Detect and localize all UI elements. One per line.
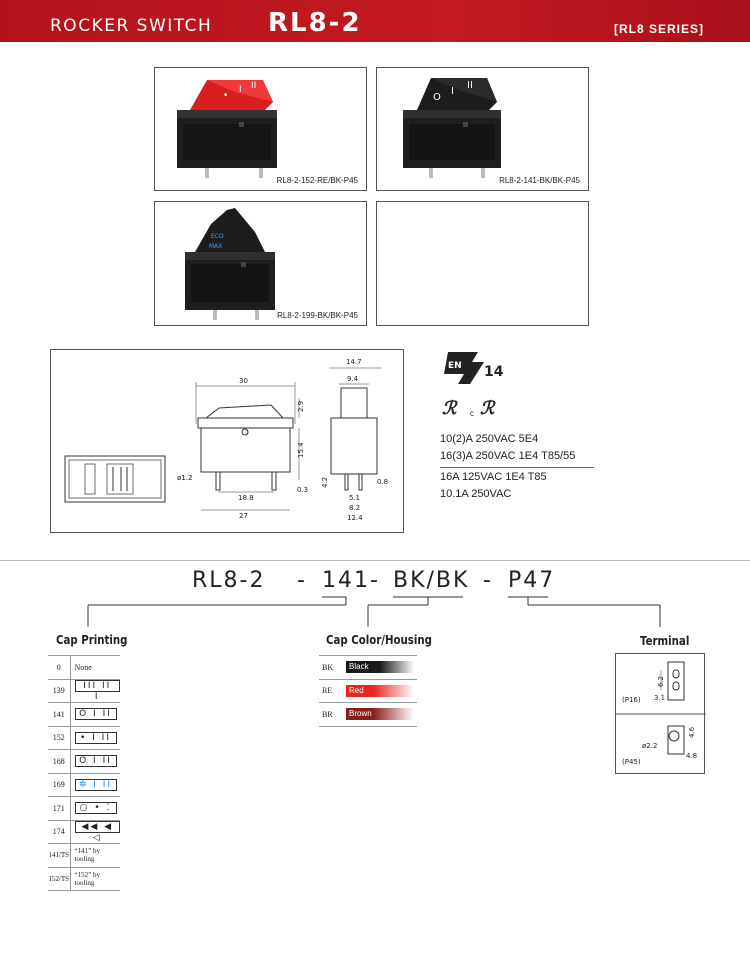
dim-side-thickness: 0.8 (377, 478, 389, 486)
color-swatch: Black (346, 661, 414, 673)
table-row: BR Brown (319, 703, 417, 727)
svg-text:•: • (223, 91, 229, 101)
dim-side-a: 5.1 (349, 494, 361, 502)
svg-text:EN: EN (448, 361, 462, 371)
svg-text:II: II (251, 81, 257, 91)
table-row: 0 None (48, 656, 120, 680)
terminal-label: (P45) (622, 758, 641, 766)
dim-body-height: 15.4 (297, 442, 305, 458)
page-header (0, 0, 750, 42)
photo-caption: RL8-2-152-RE/BK-P45 (276, 176, 358, 185)
terminal-dim: 3.1 (654, 694, 666, 702)
dim-width: 30 (239, 377, 248, 385)
rating-line: 16A 125VAC 1E4 T85 (440, 471, 547, 483)
rating-line: 10(2)A 250VAC 5E4 (440, 433, 539, 445)
dim-overall: 27 (239, 512, 248, 520)
rating-line: 10.1A 250VAC (440, 488, 512, 500)
model-number: RL8-2 (268, 8, 362, 38)
svg-text:ECO: ECO (211, 233, 224, 240)
photo-caption: RL8-2-199-BK/BK-P45 (277, 311, 358, 320)
terminal-dim: ø2.2 (642, 742, 658, 750)
enec-number: 14 (484, 364, 504, 380)
code-sep: - (370, 568, 380, 593)
svg-text:ℛ: ℛ (480, 398, 495, 419)
svg-text:I: I (451, 86, 454, 97)
svg-text:I: I (239, 85, 242, 95)
product-photo-black (376, 67, 589, 191)
svg-text:MAX: MAX (209, 243, 223, 250)
code-color: BK/BK (393, 568, 470, 593)
table-row: 171 ○ • ⁚ (48, 797, 120, 821)
svg-text:II: II (467, 80, 473, 91)
product-photo-empty (376, 201, 589, 326)
product-type: ROCKER SWITCH (50, 16, 213, 36)
svg-text:O: O (433, 92, 441, 103)
dim-hole: ø1.2 (177, 474, 193, 482)
max-switch-illustration (155, 202, 368, 327)
dim-pin-thickness: 0.3 (297, 486, 309, 494)
ordering-code (0, 568, 750, 598)
dim-side-cap: 9.4 (347, 375, 359, 383)
color-swatch: Brown (346, 708, 414, 720)
dim-cap-height: 2.9 (297, 400, 305, 412)
dim-side-c: 12.4 (347, 514, 363, 522)
cap-symbol: • I II (75, 732, 117, 744)
dim-side-b: 8.2 (349, 504, 361, 512)
terminal-title: Terminal (640, 634, 690, 648)
terminal-label: (P16) (622, 696, 641, 704)
code-terminal: P47 (508, 568, 556, 593)
certification-marks (440, 350, 600, 425)
svg-text:ℛ: ℛ (442, 398, 457, 419)
cap-symbol: ○ • ⁚ (75, 802, 117, 814)
red-switch-illustration (155, 68, 368, 192)
code-cap: 141 (322, 568, 370, 593)
table-row: 169 ✲ I II (48, 773, 120, 797)
table-row: 174 ◀◀ ◀ ◁ (48, 820, 120, 844)
dim-side-pin: 4.2 (321, 476, 329, 488)
cap-color-title: Cap Color/Housing (326, 633, 432, 647)
table-row: 141/TS “141” by tooling (48, 844, 120, 868)
dimension-drawing-svg (51, 350, 405, 534)
code-sep: - (297, 568, 307, 593)
dim-pin-pitch: 18.8 (238, 494, 254, 502)
series-label: [RL8 SERIES] (613, 22, 704, 36)
table-row: RE Red (319, 679, 417, 703)
code-connectors (0, 595, 750, 635)
photo-caption: RL8-2-141-BK/BK-P45 (499, 176, 580, 185)
ul-icon (442, 398, 496, 419)
rating-divider (440, 467, 594, 468)
table-row: 168 O I II (48, 750, 120, 774)
ul-c-mark: c (470, 409, 474, 418)
dim-side-top: 14.7 (346, 358, 362, 366)
cap-printing-table (48, 655, 120, 891)
table-row: BK Black (319, 656, 417, 680)
table-row: 141 O I II (48, 703, 120, 727)
table-row: 152/TS “152” by tooling (48, 867, 120, 891)
terminal-dim: 4.8 (686, 752, 698, 760)
black-switch-illustration (377, 68, 590, 192)
table-row: 152 • I II (48, 726, 120, 750)
cap-color-table (319, 655, 417, 727)
code-sep: - (483, 568, 493, 593)
terminal-diagram (615, 653, 705, 774)
color-swatch: Red (346, 685, 414, 697)
code-model: RL8-2 (192, 568, 266, 593)
section-divider (0, 560, 750, 561)
terminal-dim: 6.2 (657, 675, 665, 687)
cap-symbol: O I II (75, 755, 117, 767)
cap-symbol: O I II (75, 708, 117, 720)
cap-symbol: ✲ I II (75, 779, 117, 791)
product-photo-max (154, 201, 367, 326)
product-photo-red (154, 67, 367, 191)
terminal-svg (616, 654, 706, 775)
cap-printing-title: Cap Printing (56, 633, 128, 647)
terminal-dim: 4.6 (688, 726, 696, 738)
cap-symbol: ◀◀ ◀ ◁ (75, 821, 121, 833)
cap-symbol: III II I (75, 680, 121, 692)
cert-logos (440, 350, 600, 420)
dimension-drawing (50, 349, 404, 533)
table-row: 139 III II I (48, 679, 120, 703)
rating-line: 16(3)A 250VAC 1E4 T85/55 (440, 450, 576, 462)
